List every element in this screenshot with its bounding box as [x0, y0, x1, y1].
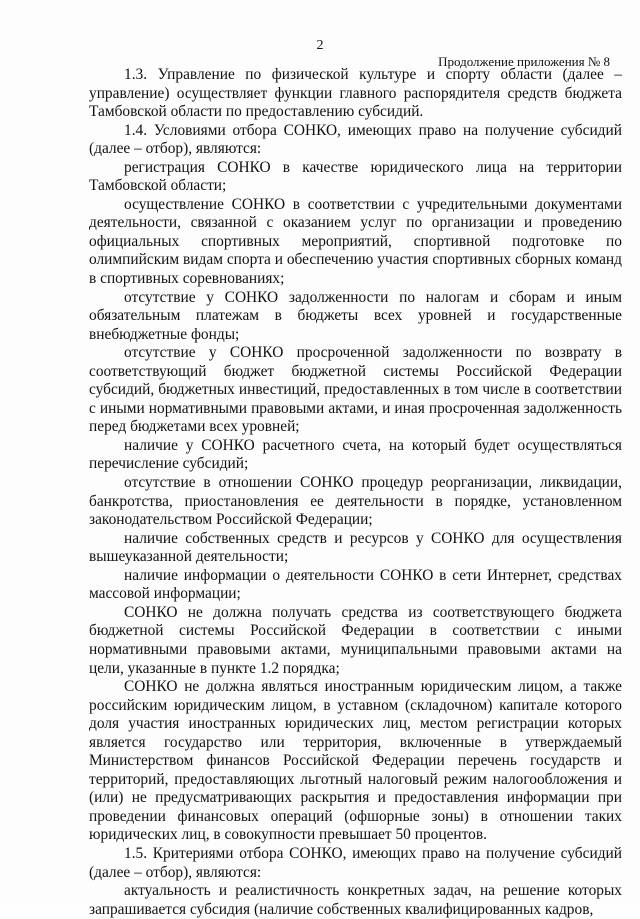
condition-no-other-funding: СОНКО не должна получать средства из соответствующего бюджета бюджетной системы Российской Федерации в соответствии с иными нормативными правовыми актами, муниципальными правовыми актами на цели, указанные в пункте 1.2 порядка; [89, 603, 622, 677]
paragraph-1-5: 1.5. Критериями отбора СОНКО, имеющих право на получение субсидий (далее – отбор), являются: [89, 844, 622, 881]
criterion-relevance: актуальность и реалистичность конкретных задач, на решение которых запрашивается субсидия (наличие собственных квалифицированных кадров, [89, 882, 622, 918]
condition-no-tax-debt: отсутствие у СОНКО задолженности по налогам и сборам и иным обязательным платежам в бюджеты всех уровней и государственные внебюджетные фонды; [89, 288, 622, 343]
appendix-continuation-note: Продолжение приложения № 8 [438, 54, 610, 69]
condition-no-reorganization: отсутствие в отношении СОНКО процедур реорганизации, ликвидации, банкротства, приостановления ее деятельности в порядке, установленном законодательством Российской Федерации; [89, 474, 622, 529]
condition-not-foreign-entity: СОНКО не должна являться иностранным юридическим лицом, а также российским юридическим лицом, в уставном (складочном) капитале которого доля участия иностранных юридических лиц, местом регистрации которых является государство или территория, включенные в утверждаемый Министерством финансов Российской Федерации перечень государств и территорий, предоставляющих льготный налоговый режим налогообложения и (или) не предусматривающих раскрытия и предоставления информации при проведении финансовых операций (офшорные зоны) в отношении таких юридических лиц, в совокупности превышает 50 процентов. [89, 678, 622, 844]
condition-own-resources: наличие собственных средств и ресурсов у СОНКО для осуществления вышеуказанной деятельности; [89, 529, 622, 566]
page-number: 2 [316, 38, 324, 53]
paragraph-1-3: 1.3. Управление по физической культуре и спорту области (далее – управление) осуществляет функции главного распорядителя средств бюджета Тамбовской области по предоставлению субсидий. [89, 66, 622, 121]
condition-no-overdue-debt: отсутствие у СОНКО просроченной задолженности по возврату в соответствующий бюджет бюджетной системы Российской Федерации субсидий, бюджетных инвестиций, предоставленных в том числе в соответствии с иными нормативными правовыми актами, и иная просроченная задолженность перед бюджетами всех уровней; [89, 344, 622, 436]
condition-registration: регистрация СОНКО в качестве юридического лица на территории Тамбовской области; [89, 158, 622, 195]
condition-media-presence: наличие информации о деятельности СОНКО в сети Интернет, средствах массовой информации; [89, 566, 622, 603]
document-body [89, 66, 622, 919]
paragraph-1-4: 1.4. Условиями отбора СОНКО, имеющих право на получение субсидий (далее – отбор), являются: [89, 121, 622, 158]
condition-bank-account: наличие у СОНКО расчетного счета, на который будет осуществляться перечисление субсидий; [89, 436, 622, 473]
condition-activity: осуществление СОНКО в соответствии с учредительными документами деятельности, связанной с оказанием услуг по организации и проведению официальных спортивных мероприятий, спортивной подготовке по олимпийским видам спорта и обеспечению участия спортивных сборных команд в спортивных соревнованиях; [89, 195, 622, 288]
